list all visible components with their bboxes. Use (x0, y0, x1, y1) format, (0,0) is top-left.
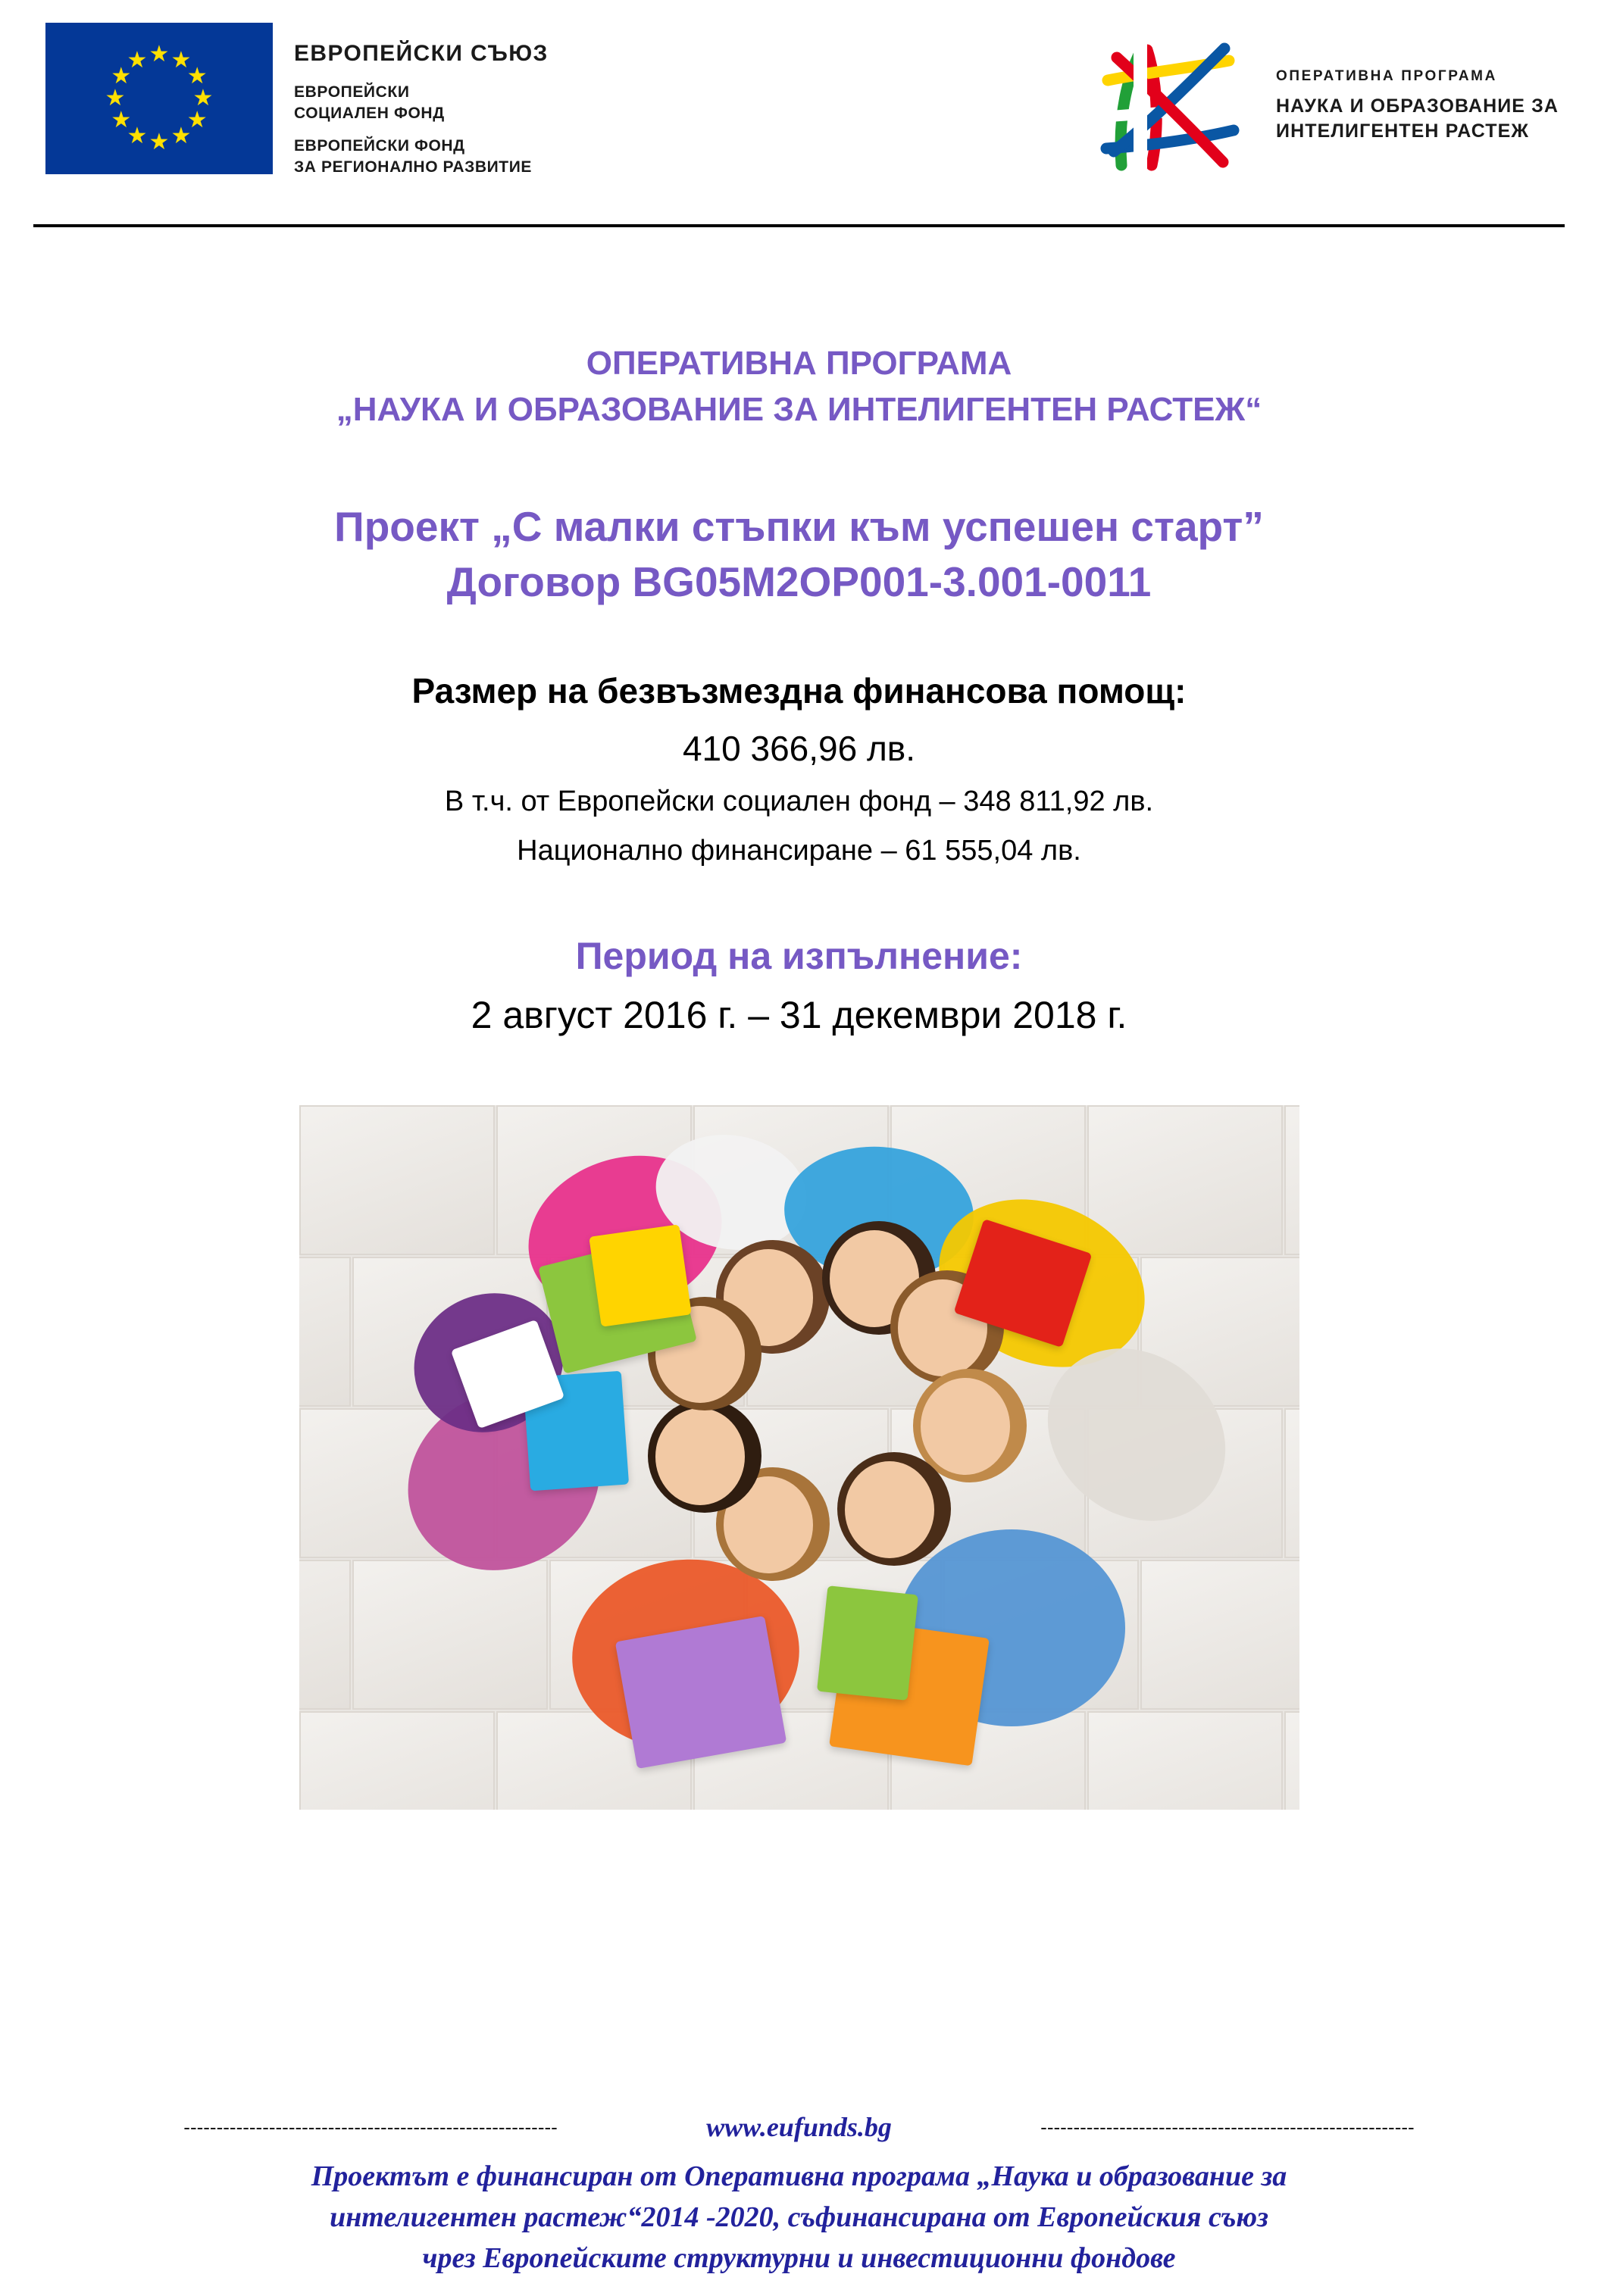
eu-erdf-label-line2: ЗА РЕГИОНАЛНО РАЗВИТИЕ (294, 158, 533, 176)
floor-tile (1284, 1408, 1299, 1558)
eu-star-icon: ★ (186, 108, 208, 133)
op-program-logo-icon (1068, 38, 1258, 174)
grant-label: Размер на безвъзмездна финансова помощ: (411, 670, 1187, 711)
project-title-line1: Проект „С малки стъпки към успешен старт” (334, 503, 1264, 551)
eu-esf-label-line1: ЕВРОПЕЙСКИ (294, 83, 410, 101)
document-header (0, 0, 1598, 227)
eu-emblem-text (294, 23, 549, 190)
floor-tile (299, 1711, 495, 1810)
period-value: 2 август 2016 г. – 31 декември 2018 г. (471, 993, 1127, 1036)
photo-container (76, 1105, 1522, 1810)
eu-star-icon: ★ (192, 86, 214, 111)
eu-esf-label (294, 82, 549, 123)
eu-erdf-label-line1: ЕВРОПЕЙСКИ ФОНД (294, 137, 465, 155)
floor-tile (1284, 1105, 1299, 1255)
op-logo-text (1276, 68, 1559, 145)
floor-tile (1140, 1560, 1299, 1710)
document-body (0, 341, 1598, 1810)
floor-tile (299, 1257, 351, 1407)
footer-funding-note-line3: чрез Европейските структурни и инвестиционни фондове (422, 2242, 1176, 2275)
op-logo-line1: ОПЕРАТИВНА ПРОГРАМА (1276, 67, 1497, 84)
eu-erdf-label (294, 136, 549, 177)
footer-url-row (0, 2111, 1598, 2143)
footer-funding-note-line1: Проектът е финансиран от Оперативна програма „Наука и образование за (311, 2160, 1287, 2193)
eu-star-icon: ★ (127, 123, 148, 149)
eu-star-icon: ★ (105, 86, 126, 111)
project-contract-number: Договор BG05M2OP001-3.001-0011 (446, 558, 1152, 606)
program-heading-line2: „НАУКА И ОБРАЗОВАНИЕ ЗА ИНТЕЛИГЕНТЕН РАСТЕЖ“ (336, 390, 1262, 428)
eu-star-icon: ★ (170, 123, 192, 149)
eu-flag-icon (45, 23, 273, 174)
footer-funding-note-line2: интелигентен растеж“2014 -2020, съфинансирана от Европейския съюз (330, 2201, 1268, 2234)
eu-star-icon: ★ (149, 42, 170, 67)
eu-star-icon: ★ (170, 47, 192, 73)
floor-tile (1087, 1711, 1283, 1810)
op-logo-block (1068, 38, 1559, 174)
header-logos-row (38, 23, 1560, 212)
eu-star-icon: ★ (127, 47, 148, 73)
grant-amount: 410 366,96 лв. (682, 728, 916, 768)
op-logo-line2 (1276, 94, 1559, 145)
floor-tile (1087, 1105, 1283, 1255)
eu-esf-label-line2: СОЦИАЛЕН ФОНД (294, 104, 445, 122)
notebook (817, 1585, 918, 1701)
eu-title: ЕВРОПЕЙСКИ СЪЮЗ (294, 41, 549, 66)
floor-tile (299, 1560, 351, 1710)
eu-star-icon: ★ (111, 108, 132, 133)
program-heading (76, 341, 1522, 433)
op-logo-svg (1068, 38, 1258, 174)
child-face (845, 1461, 934, 1558)
eu-star-icon: ★ (111, 64, 132, 89)
eufunds-link[interactable]: www.eufunds.bg (706, 2112, 892, 2143)
program-heading-line1: ОПЕРАТИВНА ПРОГРАМА (586, 345, 1012, 382)
grant-esf-line: В т.ч. от Европейски социален фонд – 348 811,92 лв. (444, 785, 1154, 817)
op-logo-line2a: НАУКА И ОБРАЗОВАНИЕ ЗА (1276, 95, 1559, 117)
project-title (76, 499, 1522, 609)
child-face (655, 1408, 745, 1505)
op-logo-line2b: ИНТЕЛИГЕНТЕН РАСТЕЖ (1276, 120, 1530, 142)
eu-star-icon: ★ (186, 64, 208, 89)
document-footer (0, 2111, 1598, 2279)
footer-dashes-right: --------------------------------------------------------- (1040, 2115, 1415, 2138)
period-label: Период на изпълнение: (575, 934, 1023, 977)
footer-funding-note (0, 2157, 1598, 2279)
floor-tile (352, 1560, 548, 1710)
eu-emblem-block (45, 23, 549, 190)
floor-tile (1284, 1711, 1299, 1810)
children-photo (299, 1105, 1299, 1810)
grant-national-line: Национално финансиране – 61 555,04 лв. (517, 834, 1081, 867)
notebook (589, 1224, 692, 1327)
child-face (921, 1378, 1010, 1475)
eu-star-icon: ★ (149, 130, 170, 155)
footer-dashes-left: --------------------------------------------------------- (183, 2115, 558, 2138)
notebook (614, 1616, 786, 1769)
floor-tile (299, 1105, 495, 1255)
header-divider (33, 224, 1565, 227)
